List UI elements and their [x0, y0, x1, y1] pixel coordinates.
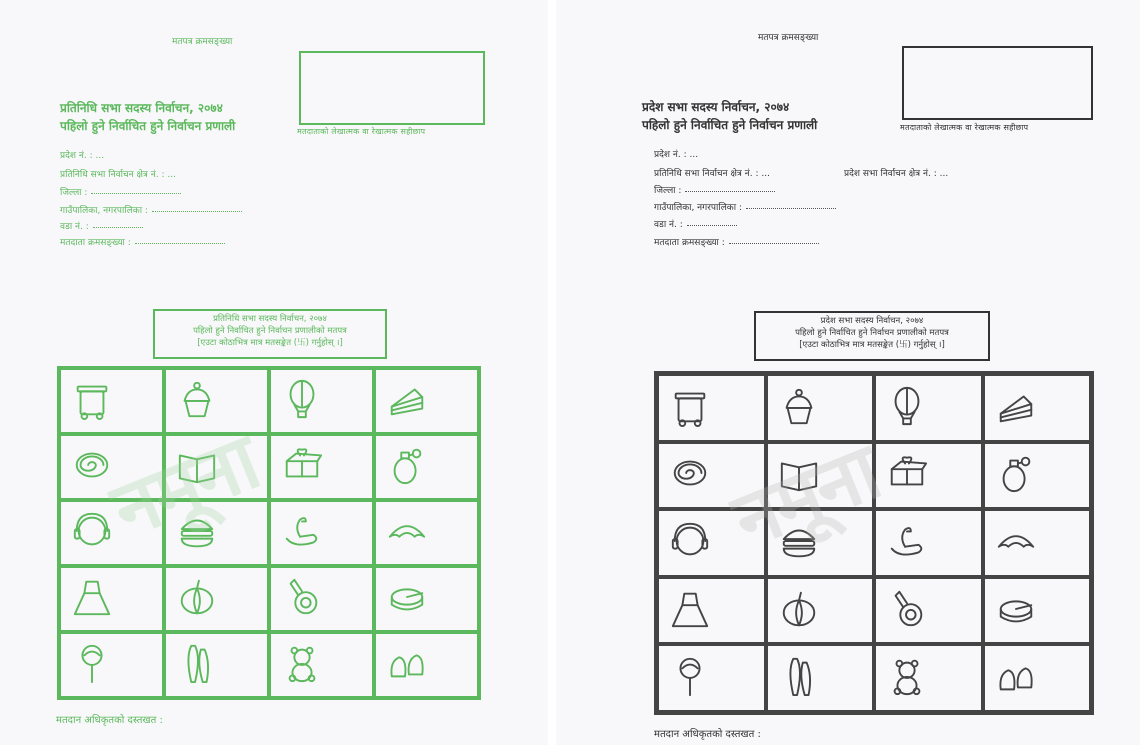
- ballot-cell[interactable]: [766, 644, 875, 712]
- ballot-title: प्रदेश सभा सदस्य निर्वाचन, २०७४: [642, 100, 790, 114]
- province-field: प्रदेश नं. : ...: [654, 150, 699, 160]
- ballot-cell[interactable]: [374, 434, 479, 500]
- gift-box-icon: [886, 452, 928, 498]
- ballot-cell[interactable]: [874, 644, 983, 712]
- serial-number-label: मतपत्र क्रमसङ्ख्या: [172, 37, 233, 47]
- ballot-cell[interactable]: [374, 368, 479, 434]
- ballot-cell[interactable]: [657, 374, 766, 442]
- open-book-icon: [778, 452, 820, 498]
- cake-slice-icon: [995, 385, 1037, 431]
- hot-air-balloon-icon: [886, 385, 928, 431]
- perfume-bottle-icon: [386, 444, 428, 490]
- signature-label: मतदान अधिकृतको दस्तखत :: [654, 729, 761, 740]
- ballot-cell[interactable]: [59, 632, 164, 698]
- ballot-cell[interactable]: [874, 509, 983, 577]
- ballot-cell[interactable]: [164, 368, 269, 434]
- header-line-3: [एउटा कोठाभित्र मात्र मतसङ्केत (卐) गर्नुहोस् ।]: [799, 340, 945, 350]
- trash-bin-icon: [669, 385, 711, 431]
- pacifier-icon: [281, 576, 323, 622]
- header-line-3: [एउटा कोठाभित्र मात्र मतसङ्केत (卐) गर्नुहोस् ।]: [197, 338, 343, 348]
- ballot-cell[interactable]: [164, 632, 269, 698]
- burger-icon: [176, 510, 218, 556]
- ballot-cell[interactable]: [766, 577, 875, 645]
- ballot-subtitle: पहिलो हुने निर्वाचित हुने निर्वाचन प्रणाली: [60, 119, 236, 133]
- lollipop-icon: [669, 655, 711, 701]
- slippers-icon: [995, 655, 1037, 701]
- ballot-title: प्रतिनिधि सभा सदस्य निर्वाचन, २०७४: [60, 101, 223, 115]
- district-field: जिल्ला :: [654, 183, 775, 196]
- ward-field: वडा नं. :: [654, 217, 737, 230]
- pumpkin-icon: [176, 576, 218, 622]
- ballot-cell[interactable]: [983, 509, 1092, 577]
- province-field: प्रदेश नं. : ...: [60, 151, 105, 161]
- ballot-cell[interactable]: [874, 442, 983, 510]
- ballot-cell[interactable]: [657, 577, 766, 645]
- ballot-cell[interactable]: [766, 509, 875, 577]
- swiss-roll-icon: [71, 444, 113, 490]
- right-ballot-sheet: [556, 0, 1140, 745]
- voter-serial-field: मतदाता क्रमसङ्ख्या :: [60, 235, 225, 248]
- symbol-grid: [654, 371, 1094, 715]
- ballot-cell[interactable]: [164, 500, 269, 566]
- left-ballot-sheet: [0, 0, 548, 745]
- bowling-pins-icon: [176, 642, 218, 688]
- ballot-cell[interactable]: [374, 632, 479, 698]
- croissant-icon: [386, 510, 428, 556]
- headphone-face-icon: [669, 520, 711, 566]
- ballot-cell[interactable]: [59, 500, 164, 566]
- ballot-cell[interactable]: [983, 374, 1092, 442]
- symbol-grid: [57, 366, 481, 700]
- voter-stamp-box[interactable]: [902, 46, 1093, 120]
- ballot-cell[interactable]: [59, 368, 164, 434]
- bowling-pins-icon: [778, 655, 820, 701]
- constituency-field: प्रतिनिधि सभा निर्वाचन क्षेत्र नं. : ...: [654, 169, 770, 179]
- header-line-2: पहिलो हुने निर्वाचित हुने निर्वाचन प्रणालीको मतपत्र: [193, 326, 347, 336]
- municipality-field: गाउँपालिका, नगरपालिका :: [654, 200, 836, 213]
- header-line-2: पहिलो हुने निर्वाचित हुने निर्वाचन प्रणालीको मतपत्र: [795, 328, 949, 338]
- cake-slice-icon: [386, 378, 428, 424]
- voter-stamp-label: मतदाताको लेखात्मक वा रेखात्मक सहीछाप: [900, 123, 1029, 132]
- ward-field: वडा नं. :: [60, 219, 143, 232]
- trash-bin-icon: [71, 378, 113, 424]
- swiss-roll-icon: [669, 452, 711, 498]
- teddy-bear-icon: [281, 642, 323, 688]
- burger-icon: [778, 520, 820, 566]
- croissant-icon: [995, 520, 1037, 566]
- ballot-header-box: [754, 311, 990, 361]
- gift-box-icon: [281, 444, 323, 490]
- serial-number-label: मतपत्र क्रमसङ्ख्या: [758, 33, 819, 43]
- ballot-cell[interactable]: [164, 566, 269, 632]
- ballot-cell[interactable]: [164, 434, 269, 500]
- swan-icon: [281, 510, 323, 556]
- ballot-header-box: [153, 309, 387, 359]
- slippers-icon: [386, 642, 428, 688]
- cheese-icon: [386, 576, 428, 622]
- ballot-subtitle: पहिलो हुने निर्वाचित हुने निर्वाचन प्रणाली: [642, 118, 818, 132]
- ballot-cell[interactable]: [374, 500, 479, 566]
- dress-icon: [669, 588, 711, 634]
- voter-stamp-label: मतदाताको लेखात्मक वा रेखात्मक सहीछाप: [297, 127, 426, 136]
- hot-air-balloon-icon: [281, 378, 323, 424]
- pumpkin-icon: [778, 588, 820, 634]
- ballot-cell[interactable]: [983, 442, 1092, 510]
- voter-stamp-box[interactable]: [299, 51, 485, 125]
- ballot-cell[interactable]: [269, 368, 374, 434]
- ballot-cell[interactable]: [59, 566, 164, 632]
- ballot-cell[interactable]: [874, 374, 983, 442]
- swan-icon: [886, 520, 928, 566]
- ballot-cell[interactable]: [657, 644, 766, 712]
- ballot-cell[interactable]: [269, 434, 374, 500]
- ballot-cell[interactable]: [657, 442, 766, 510]
- header-line-1: प्रतिनिधि सभा सदस्य निर्वाचन, २०७४: [213, 314, 327, 324]
- cheese-icon: [995, 588, 1037, 634]
- ballot-cell[interactable]: [59, 434, 164, 500]
- header-line-1: प्रदेश सभा सदस्य निर्वाचन, २०७४: [820, 316, 924, 326]
- cupcake-icon: [176, 378, 218, 424]
- sample-watermark: नमूना: [721, 427, 892, 567]
- voter-serial-field: मतदाता क्रमसङ्ख्या :: [654, 235, 819, 248]
- ballot-cell[interactable]: [657, 509, 766, 577]
- perfume-bottle-icon: [995, 452, 1037, 498]
- open-book-icon: [176, 444, 218, 490]
- ballot-cell[interactable]: [766, 374, 875, 442]
- cupcake-icon: [778, 385, 820, 431]
- constituency-field: प्रतिनिधि सभा निर्वाचन क्षेत्र नं. : ...: [60, 170, 176, 180]
- ballot-cell[interactable]: [269, 632, 374, 698]
- ballot-cell[interactable]: [766, 442, 875, 510]
- lollipop-icon: [71, 642, 113, 688]
- ballot-cell[interactable]: [269, 500, 374, 566]
- municipality-field: गाउँपालिका, नगरपालिका :: [60, 203, 242, 216]
- district-field: जिल्ला :: [60, 185, 181, 198]
- headphone-face-icon: [71, 510, 113, 556]
- ballot-cell[interactable]: [983, 644, 1092, 712]
- dress-icon: [71, 576, 113, 622]
- sample-watermark: नमूना: [100, 417, 271, 557]
- teddy-bear-icon: [886, 655, 928, 701]
- pacifier-icon: [886, 588, 928, 634]
- ballot-cell[interactable]: [269, 566, 374, 632]
- ballot-cell[interactable]: [983, 577, 1092, 645]
- ballot-cell[interactable]: [374, 566, 479, 632]
- ballot-cell[interactable]: [874, 577, 983, 645]
- provincial-constituency-field: प्रदेश सभा निर्वाचन क्षेत्र नं. : ...: [844, 169, 949, 179]
- signature-label: मतदान अधिकृतको दस्तखत :: [56, 715, 163, 726]
